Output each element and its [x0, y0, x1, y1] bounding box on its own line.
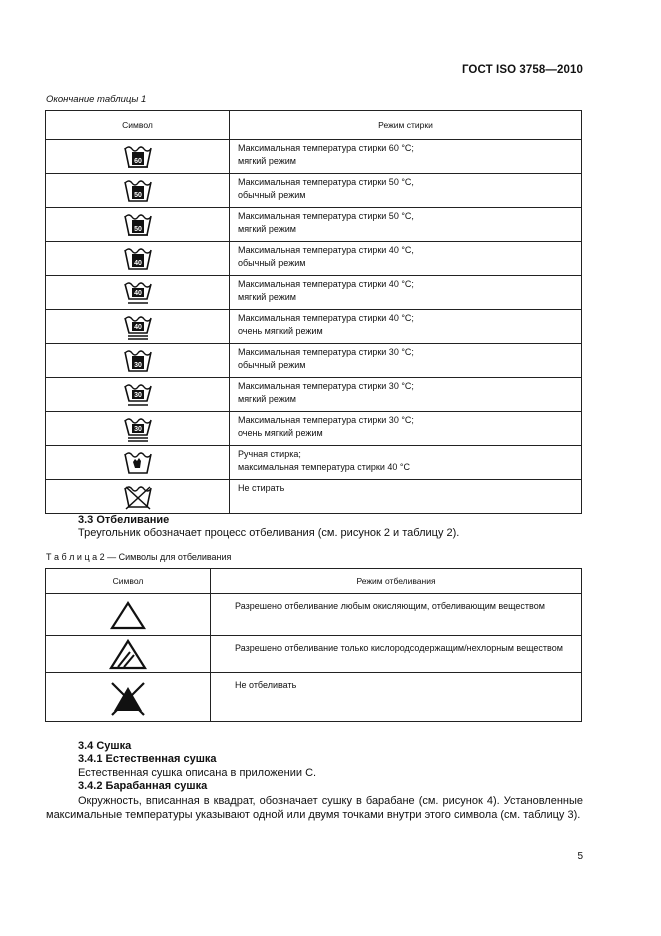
symbol-cell — [46, 594, 211, 636]
mode-line-1: Максимальная температура стирки 30 °С; — [238, 415, 414, 425]
symbol-cell — [46, 636, 211, 673]
mode-line-2: мягкий режим — [238, 156, 296, 166]
washtub-40-gentle-icon — [122, 280, 154, 306]
temperature-label: 50 — [133, 225, 142, 233]
table-header-row — [46, 569, 582, 594]
symbol-cell — [46, 673, 211, 722]
section-3-4-2-text: Окружность, вписанная в квадрат, обозначает сушку в барабане (см. рисунок 4). Установленные максимальные температуры указывают одной или двумя точками внутри этого символа (см. таблицу 3). — [46, 795, 583, 821]
symbol-cell — [46, 310, 230, 344]
mode-line-1: Максимальная температура стирки 40 °С; — [238, 279, 414, 289]
table-row — [46, 276, 582, 310]
mode-line-1: Максимальная температура стирки 40 °С, — [238, 245, 414, 255]
mode-cell — [230, 344, 582, 378]
mode-cell — [230, 412, 582, 446]
table-row — [46, 378, 582, 412]
washtub-50-normal-icon — [122, 178, 154, 204]
symbol-cell — [46, 344, 230, 378]
column-header-mode: Режим стирки — [230, 111, 582, 140]
mode-line-2: обычный режим — [238, 190, 306, 200]
washing-table — [45, 110, 582, 514]
section-3-3-heading: 3.3 Отбеливание — [78, 514, 170, 526]
triangle-non-chlorine-bleach-icon — [108, 638, 148, 670]
mode-line-2: мягкий режим — [238, 224, 296, 234]
mode-cell — [230, 276, 582, 310]
column-header-symbol: Символ — [46, 569, 211, 594]
table-row — [46, 242, 582, 276]
table-row — [46, 636, 582, 673]
temperature-label: 40 — [133, 259, 142, 267]
mode-cell: Не отбеливать — [211, 673, 582, 722]
table-row — [46, 673, 582, 722]
mode-line-2: обычный режим — [238, 360, 306, 370]
table-row — [46, 208, 582, 242]
mode-cell: Разрешено отбеливание любым окисляющим, отбеливающим веществом — [211, 594, 582, 636]
table2-caption: Т а б л и ц а 2 — Символы для отбеливания — [46, 552, 232, 562]
temperature-label: 60 — [133, 157, 142, 165]
washtub-do-not-wash-icon — [122, 484, 154, 510]
temperature-label: 40 — [133, 289, 142, 297]
mode-line-2: мягкий режим — [238, 394, 296, 404]
table-row — [46, 446, 582, 480]
table-row — [46, 310, 582, 344]
mode-line-1: Максимальная температура стирки 40 °С; — [238, 313, 414, 323]
washtub-30-very-gentle-icon — [122, 416, 154, 442]
mode-line-1: Максимальная температура стирки 30 °С; — [238, 347, 414, 357]
mode-cell: Разрешено отбеливание только кислородсодержащим/нехлорным веществом — [211, 636, 582, 673]
mode-line-2: обычный режим — [238, 258, 306, 268]
mode-cell — [230, 208, 582, 242]
table-row — [46, 140, 582, 174]
table-row — [46, 412, 582, 446]
symbol-cell — [46, 378, 230, 412]
symbol-cell — [46, 242, 230, 276]
mode-line-2: мягкий режим — [238, 292, 296, 302]
temperature-label: 30 — [133, 391, 142, 399]
mode-cell — [230, 174, 582, 208]
mode-cell — [230, 378, 582, 412]
triangle-any-bleach-icon — [109, 600, 147, 630]
washtub-30-normal-icon — [122, 348, 154, 374]
symbol-cell — [46, 412, 230, 446]
triangle-do-not-bleach-icon — [106, 677, 150, 717]
symbol-cell — [46, 276, 230, 310]
section-3-4-1-heading: 3.4.1 Естественная сушка — [78, 753, 217, 765]
temperature-label: 50 — [133, 191, 142, 199]
section-3-4-1-text: Естественная сушка описана в приложении С. — [78, 767, 317, 779]
mode-cell — [230, 242, 582, 276]
mode-line-1: Максимальная температура стирки 50 °С, — [238, 211, 414, 221]
table-header-row — [46, 111, 582, 140]
page-number: 5 — [577, 851, 583, 862]
mode-cell — [230, 310, 582, 344]
column-header-symbol: Символ — [46, 111, 230, 140]
symbol-cell — [46, 446, 230, 480]
washtub-40-normal-icon — [122, 246, 154, 272]
table-row — [46, 480, 582, 514]
section-3-3-text: Треугольник обозначает процесс отбеливания (см. рисунок 2 и таблицу 2). — [78, 527, 460, 539]
mode-line-1: Не стирать — [238, 483, 285, 493]
symbol-cell — [46, 140, 230, 174]
temperature-label: 40 — [133, 323, 142, 331]
mode-cell — [230, 480, 582, 514]
mode-line-1: Максимальная температура стирки 60 °С; — [238, 143, 414, 153]
symbol-cell — [46, 208, 230, 242]
table-row — [46, 344, 582, 378]
symbol-cell — [46, 174, 230, 208]
washtub-50-gentle-icon — [122, 212, 154, 238]
washtub-40-very-gentle-icon — [122, 314, 154, 340]
temperature-label: 30 — [133, 361, 142, 369]
mode-line-2: максимальная температура стирки 40 °С — [238, 462, 411, 472]
mode-line-1: Максимальная температура стирки 50 °С, — [238, 177, 414, 187]
washtub-60-gentle-icon — [122, 144, 154, 170]
mode-line-1: Максимальная температура стирки 30 °С; — [238, 381, 414, 391]
mode-line-1: Ручная стирка; — [238, 449, 301, 459]
column-header-mode: Режим отбеливания — [211, 569, 582, 594]
mode-line-2: очень мягкий режим — [238, 326, 323, 336]
table-row — [46, 594, 582, 636]
mode-cell — [230, 446, 582, 480]
section-3-4-2-heading: 3.4.2 Барабанная сушка — [78, 780, 208, 792]
symbol-cell — [46, 480, 230, 514]
mode-line-2: очень мягкий режим — [238, 428, 323, 438]
table1-caption: Окончание таблицы 1 — [46, 94, 147, 105]
standard-header: ГОСТ ISO 3758—2010 — [461, 64, 583, 76]
table-row — [46, 174, 582, 208]
bleaching-table — [45, 568, 582, 722]
washtub-hand-wash-icon — [122, 450, 154, 476]
mode-cell — [230, 140, 582, 174]
washtub-30-gentle-icon — [122, 382, 154, 408]
temperature-label: 30 — [133, 425, 142, 433]
section-3-4-heading: 3.4 Сушка — [78, 740, 132, 752]
